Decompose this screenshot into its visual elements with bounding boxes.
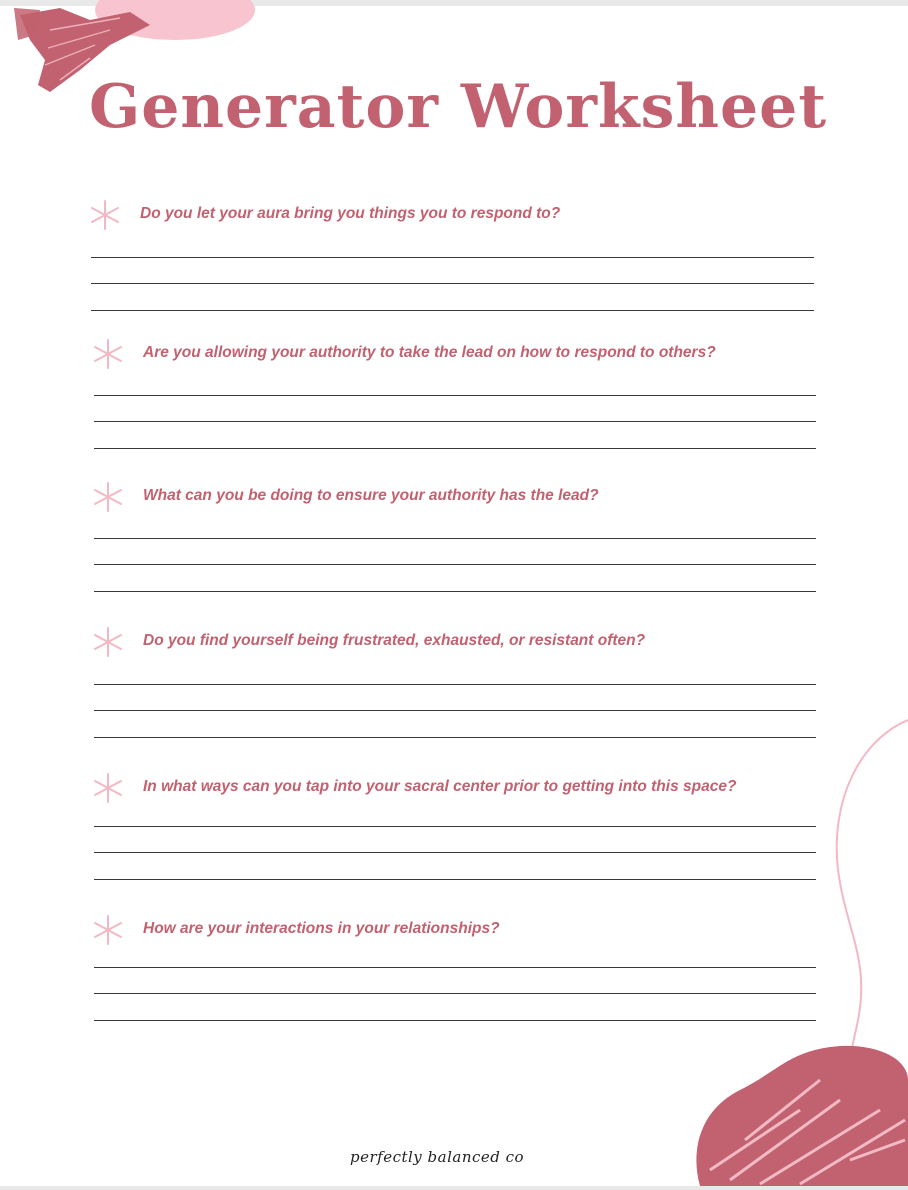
page-title: Generator Worksheet xyxy=(88,72,828,142)
asterisk-icon xyxy=(88,198,122,232)
asterisk-icon xyxy=(91,913,125,947)
bottom-border xyxy=(0,1186,908,1190)
asterisk-icon xyxy=(91,771,125,805)
asterisk-icon xyxy=(91,480,125,514)
question-text: Do you find yourself being frustrated, exhausted, or resistant often? xyxy=(143,632,646,649)
question-text: In what ways can you tap into your sacral center prior to getting into this space? xyxy=(143,778,737,795)
answer-line[interactable] xyxy=(94,395,816,396)
question-text: Are you allowing your authority to take the lead on how to respond to others? xyxy=(143,344,716,361)
answer-line[interactable] xyxy=(91,310,814,311)
answer-line[interactable] xyxy=(91,283,814,284)
answer-line[interactable] xyxy=(94,967,816,968)
answer-line[interactable] xyxy=(94,826,816,827)
answer-line[interactable] xyxy=(94,852,816,853)
answer-line[interactable] xyxy=(94,879,816,880)
answer-line[interactable] xyxy=(91,257,814,258)
question-text: What can you be doing to ensure your authority has the lead? xyxy=(143,487,599,504)
answer-line[interactable] xyxy=(94,591,816,592)
answer-line[interactable] xyxy=(94,737,816,738)
brand-signature: perfectly balanced co xyxy=(350,1148,525,1166)
answer-line[interactable] xyxy=(94,448,816,449)
question-text: How are your interactions in your relationships? xyxy=(143,920,500,937)
answer-line[interactable] xyxy=(94,993,816,994)
answer-line[interactable] xyxy=(94,710,816,711)
asterisk-icon xyxy=(91,625,125,659)
asterisk-icon xyxy=(91,337,125,371)
answer-line[interactable] xyxy=(94,538,816,539)
question-text: Do you let your aura bring you things you to respond to? xyxy=(140,205,561,222)
answer-line[interactable] xyxy=(94,1020,816,1021)
answer-line[interactable] xyxy=(94,564,816,565)
answer-line[interactable] xyxy=(94,684,816,685)
answer-line[interactable] xyxy=(94,421,816,422)
